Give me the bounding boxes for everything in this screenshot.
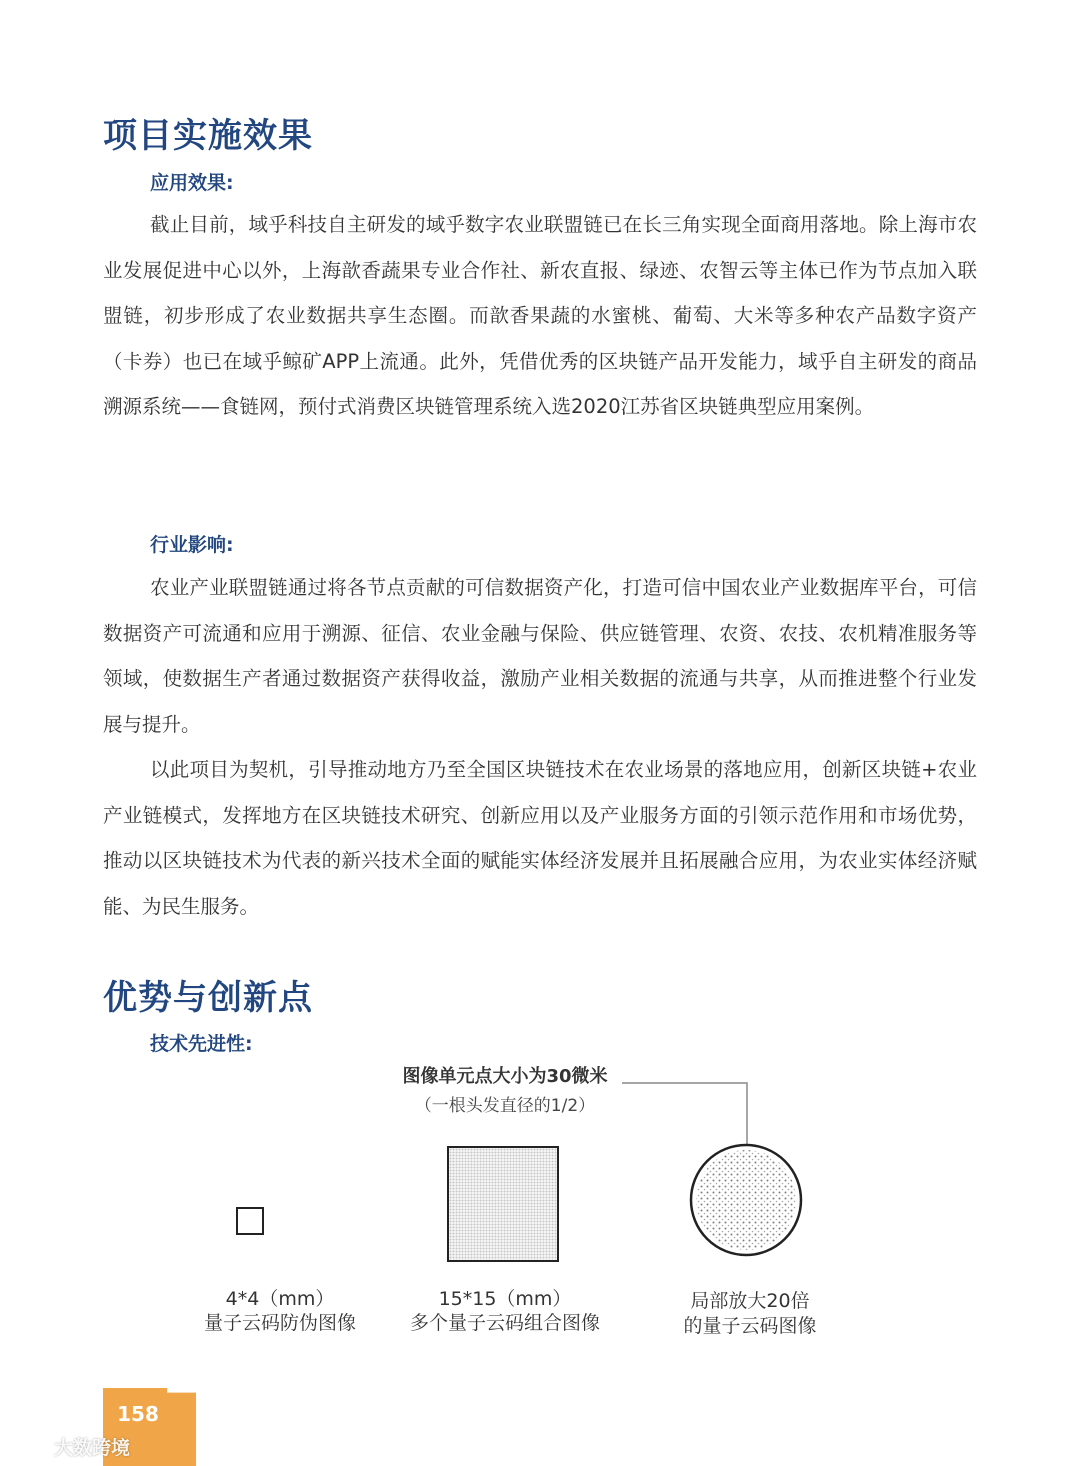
figure-item-3-desc: 的量子云码图像 (683, 1315, 817, 1337)
watermark-logo-icon (8, 1433, 48, 1459)
magnified-qr-circle (688, 1143, 808, 1261)
figure-item-2-size: 15*15（mm） (438, 1288, 572, 1310)
page-number: 158 (117, 1402, 159, 1426)
paragraph-industry-impact-2: 以此项目为契机，引导推动地方乃至全国区块链技术在农业场景的落地应用，创新区块链+农业产业链模式，发挥地方在区块链技术研究、创新应用以及产业服务方面的引领示范作用和市场优势，推动以区块链技术为代表的新兴技术全面的赋能实体经济发展并且拓展融合应用，为农业实体经济赋能、为民生服务。 (103, 758, 977, 918)
combined-qr-square (447, 1146, 559, 1262)
section-title-implementation-effect: 项目实施效果 (103, 116, 313, 156)
figure-annotation-subtitle: （一根头发直径的1/2） (414, 1096, 596, 1116)
watermark-text: 大数跨境 (54, 1436, 131, 1459)
small-qr-square (236, 1207, 264, 1235)
paragraph-application-effect: 截止目前，域乎科技自主研发的域乎数字农业联盟链已在长三角实现全面商用落地。除上海市农业发展促进中心以外，上海歆香蔬果专业合作社、新农直报、绿迹、农智云等主体已作为节点加入联盟链，初步形成了农业数据共享生态圈。而歆香果蔬的水蜜桃、葡萄、大米等多种农产品数字资产（卡券）也已在域乎鲸矿APP上流通。此外，凭借优秀的区块链产品开发能力，域乎自主研发的商品溯源系统——食链网，预付式消费区块链管理系统入选2020江苏省区块链典型应用案例。 (103, 213, 977, 418)
subheading-application-effect: 应用效果: (150, 172, 234, 194)
figure-item-3-size: 局部放大20倍 (690, 1290, 810, 1312)
section-title-advantages-innovation: 优势与创新点 (103, 978, 313, 1018)
subheading-tech-advancement: 技术先进性: (150, 1033, 253, 1055)
figure-item-1-size: 4*4（mm） (225, 1288, 335, 1310)
watermark (8, 1430, 130, 1462)
paragraph-industry-impact-1: 农业产业联盟链通过将各节点贡献的可信数据资产化，打造可信中国农业产业数据库平台，可信数据资产可流通和应用于溯源、征信、农业金融与保险、供应链管理、农资、农技、农机精准服务等领域，使数据生产者通过数据资产获得收益，激励产业相关数据的流通与共享，从而推进整个行业发展与提升。 (103, 576, 977, 736)
figure-item-2-desc: 多个量子云码组合图像 (409, 1312, 600, 1334)
subheading-industry-impact: 行业影响: (150, 534, 234, 556)
figure-item-1-desc: 量子云码防伪图像 (203, 1312, 356, 1334)
figure-annotation-title: 图像单元点大小为30微米 (402, 1066, 608, 1087)
